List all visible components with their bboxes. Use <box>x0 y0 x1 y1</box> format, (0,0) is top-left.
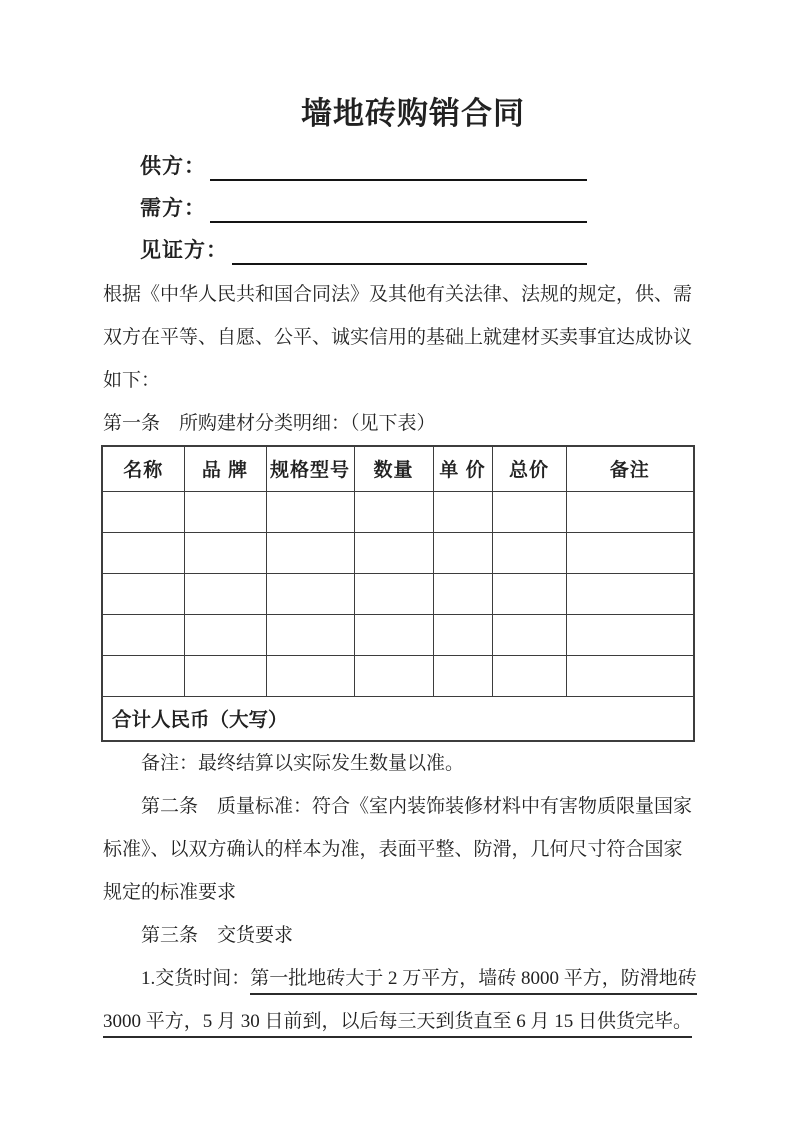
materials-table <box>101 445 695 742</box>
table-row <box>102 614 694 655</box>
empty-cell <box>102 573 184 614</box>
empty-cell <box>184 532 266 573</box>
empty-cell <box>492 491 566 532</box>
empty-cell <box>433 655 492 696</box>
note-line: 备注：最终结算以实际发生数量以准。 <box>141 753 465 774</box>
empty-cell <box>266 573 354 614</box>
empty-cell <box>102 614 184 655</box>
witness-blank-line <box>232 236 587 265</box>
empty-cell <box>492 655 566 696</box>
table-row <box>102 532 694 573</box>
party-row-witness <box>103 223 693 265</box>
document-title: 墙地砖购销合同 <box>301 96 525 131</box>
column-header-unit-price: 单 价 <box>433 446 492 491</box>
table-row <box>102 655 694 696</box>
column-header-quantity: 数量 <box>354 446 433 491</box>
empty-cell <box>492 532 566 573</box>
empty-cell <box>354 655 433 696</box>
table-row <box>102 573 694 614</box>
intro-line-2: 双方在平等、自愿、公平、诚实信用的基础上就建材买卖事宜达成协议 <box>103 327 693 348</box>
total-amount-label: 合计人民币（大写） <box>102 696 694 741</box>
buyer-blank-line <box>210 194 587 223</box>
empty-cell <box>184 655 266 696</box>
supplier-label: 供方： <box>140 155 206 178</box>
delivery-time-prefix: 1.交货时间： <box>141 968 251 989</box>
total-amount-row <box>102 696 694 741</box>
empty-cell <box>184 614 266 655</box>
empty-cell <box>354 614 433 655</box>
empty-cell <box>266 655 354 696</box>
empty-cell <box>354 532 433 573</box>
empty-cell <box>566 614 694 655</box>
empty-cell <box>433 614 492 655</box>
intro-line-3: 如下： <box>103 370 161 391</box>
intro-line-1: 根据《中华人民共和国合同法》及其他有关法律、法规的规定，供、需 <box>103 284 693 305</box>
column-header-remarks: 备注 <box>566 446 694 491</box>
empty-cell <box>266 532 354 573</box>
clause-2-line-2: 标准》、以双方确认的样本为准，表面平整、防滑，几何尺寸符合国家 <box>103 839 683 860</box>
empty-cell <box>266 491 354 532</box>
delivery-time-line-2 <box>103 1000 693 1043</box>
table-header-row <box>102 446 694 491</box>
empty-cell <box>492 573 566 614</box>
empty-cell <box>102 532 184 573</box>
delivery-time-line-1 <box>103 957 697 1000</box>
buyer-label: 需方： <box>140 197 206 220</box>
party-row-supplier <box>103 139 693 181</box>
table-row <box>102 491 694 532</box>
empty-cell <box>102 491 184 532</box>
clause-1-heading: 第一条 所购建材分类明细：（见下表） <box>103 413 436 434</box>
clause-3-heading: 第三条 交货要求 <box>141 925 294 946</box>
empty-cell <box>433 573 492 614</box>
empty-cell <box>566 655 694 696</box>
delivery-underlined-text-1: 第一批地砖大于 2 万平方，墙砖 8000 平方，防滑地砖 <box>250 968 697 995</box>
column-header-brand: 品 牌 <box>184 446 266 491</box>
delivery-underlined-text-2: 3000 平方，5 月 30 日前到，以后每三天到货直至 6 月 15 日供货完毕。 <box>103 1011 692 1038</box>
clause-2-line-1: 第二条 质量标准：符合《室内装饰装修材料中有害物质限量国家 <box>141 796 693 817</box>
empty-cell <box>566 491 694 532</box>
empty-cell <box>184 573 266 614</box>
column-header-spec-model: 规格型号 <box>266 446 354 491</box>
column-header-total-price: 总价 <box>492 446 566 491</box>
parties-section <box>103 139 693 265</box>
empty-cell <box>433 491 492 532</box>
empty-cell <box>354 491 433 532</box>
empty-cell <box>492 614 566 655</box>
empty-cell <box>354 573 433 614</box>
contract-body <box>103 273 697 1043</box>
empty-cell <box>433 532 492 573</box>
empty-cell <box>102 655 184 696</box>
witness-label: 见证方： <box>140 239 228 262</box>
supplier-blank-line <box>210 152 587 181</box>
empty-cell <box>566 532 694 573</box>
empty-cell <box>566 573 694 614</box>
clause-2-line-3: 规定的标准要求 <box>103 882 237 903</box>
empty-cell <box>184 491 266 532</box>
empty-cell <box>266 614 354 655</box>
party-row-buyer <box>103 181 693 223</box>
column-header-name: 名称 <box>102 446 184 491</box>
